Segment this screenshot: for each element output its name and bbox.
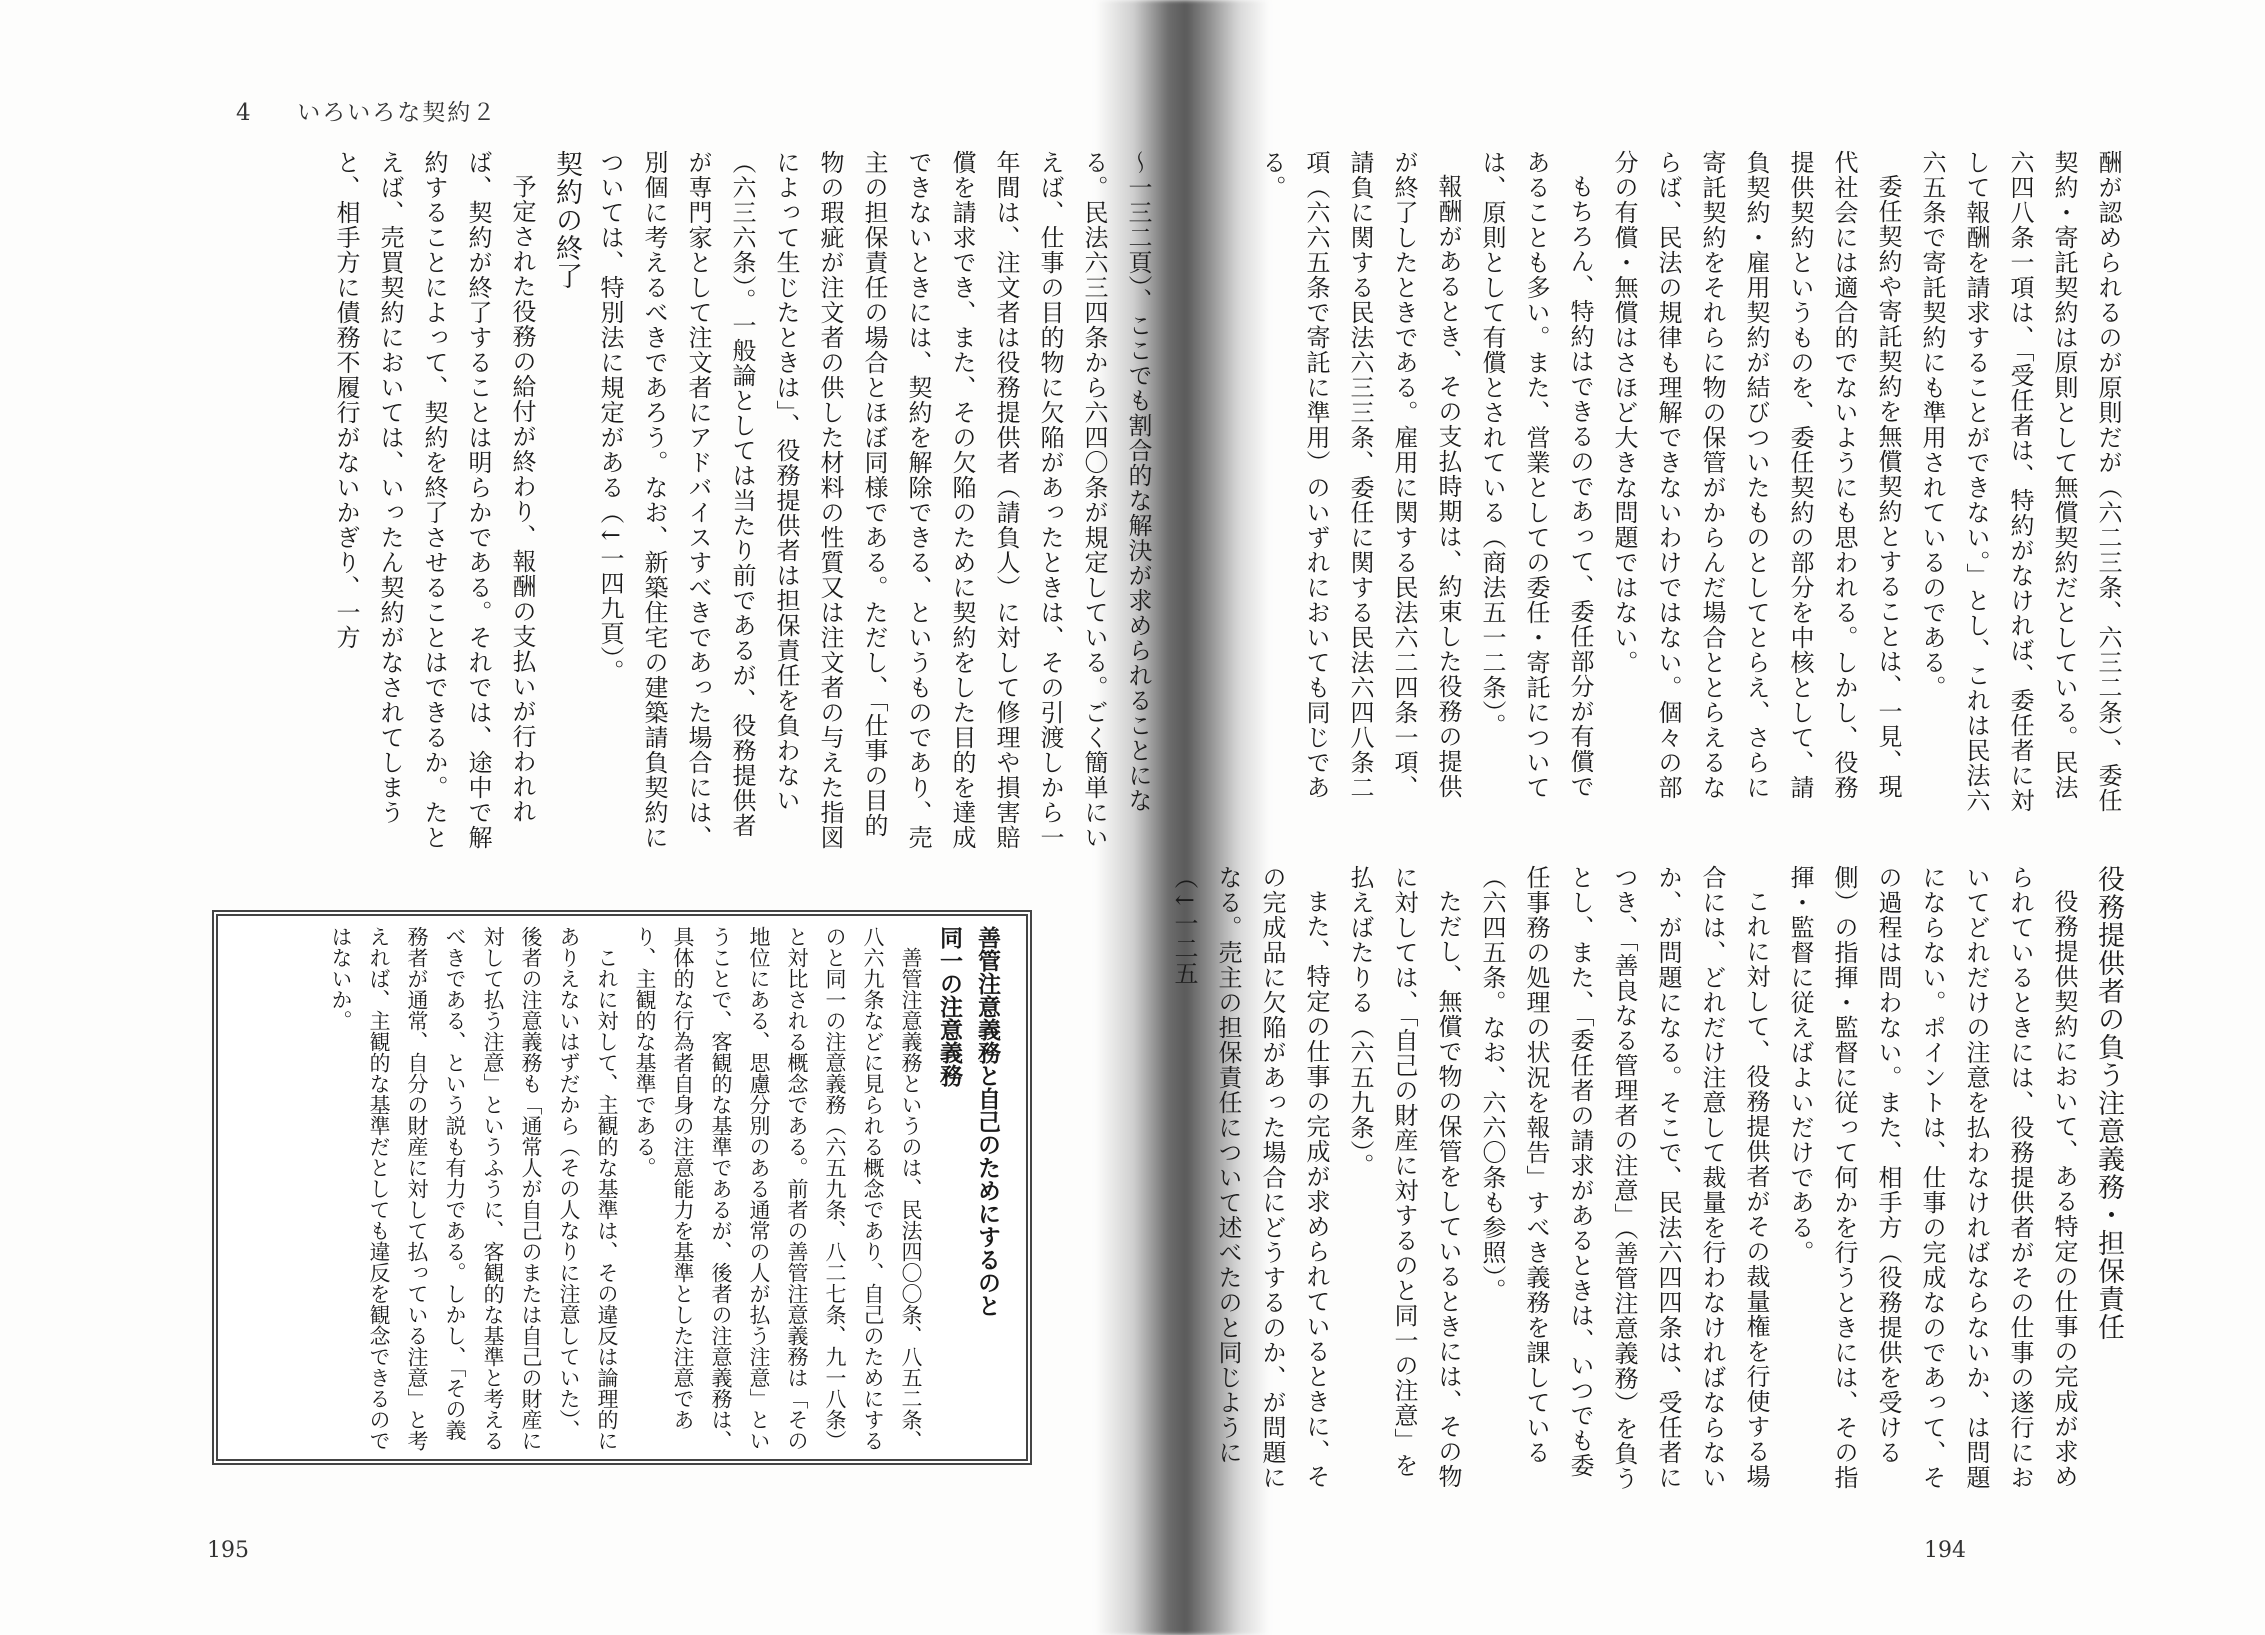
chapter-title: いろいろな契約２ bbox=[297, 100, 498, 126]
running-header bbox=[236, 94, 497, 127]
right-page-lower-body bbox=[1170, 865, 2130, 1495]
page-number-left: 195 bbox=[207, 1538, 249, 1563]
body-paragraph: もちろん、特約はできるのであって、委任部分が有償であることも多い。また、営業としての委任・寄託については、原則として有償とされている（商法五一二条）。 bbox=[1478, 150, 1594, 800]
column-box bbox=[212, 910, 1032, 1465]
body-paragraph: 予定された役務の給付が終わり、報酬の支払いが行われれば、契約が終了することは明らかである。それでは、途中で解約することによって、契約を終了させることはできるか。たとえば、売買契約においては、いったん契約がなされてしまうと、相手方に債務不履行がないかぎり、一方 bbox=[332, 150, 536, 850]
body-paragraph: ただし、無償で物の保管をしているときには、その物に対しては、「自己の財産に対するのと同一の注意」を払えばたりる（六五九条）。 bbox=[1346, 865, 1462, 1489]
body-paragraph: 報酬があるとき、その支払時期は、約束した役務の提供が終了したときである。雇用に関する民法六二四条一項、請負に関する民法六三三条、委任に関する民法六四八条二項（六六五条で寄託に準用）のいずれにおいても同じである。 bbox=[1258, 150, 1462, 800]
column-paragraph: これに対して、主観的な基準は、その違反は論理的にありえないはずだから（その人なりに注意していた）、後者の注意義務も「通常人が自己のまたは自己の財産に対して払う注意」というふうに、客観的な基準と考えるべきである、という説も有力である。しかし、「その義務者が通常、自分の財産に対して払っている注意」と考えれば、主観的な基準だとしても違反を観念できるのではないか。 bbox=[329, 926, 619, 1451]
body-paragraph: 酬が認められるのが原則だが（六二三条、六三二条）、委任契約・寄託契約は原則として無償契約だとしている。民法六四八条一項は、「受任者は、特約がなければ、委任者に対して報酬を請求することができない。」とし、これは民法六六五条で寄託契約にも準用されているのである。 bbox=[1918, 150, 2122, 813]
column-paragraph: 善管注意義務というのは、民法四〇〇条、八五二条、八六九条などに見られる概念であり、自己のためにするのと同一の注意義務（六五九条、八二七条、九一八条）と対比される概念である。前者の善管注意義務は「その地位にある、思慮分別のある通常の人が払う注意」ということで、客観的な基準であるが、後者の注意義務は、具体的な行為者自身の注意能力を基準とした注意であり、主観的な基準である。 bbox=[633, 926, 923, 1451]
column-text bbox=[322, 926, 1006, 1456]
chapter-number: 4 bbox=[236, 100, 253, 126]
section-heading-termination: 契約の終了 bbox=[551, 150, 582, 290]
body-paragraph: ～一三二頁）、ここでも割合的な解決が求められることになる。民法六三四条から六四〇条が規定している。ごく簡単にいえば、仕事の目的物に欠陥があったときは、その引渡しから一年間は、注文者は役務提供者（請負人）に対して修理や損害賠償を請求でき、また、その欠陥のために契約をした目的を達成できないときには、契約を解除できる、というものであり、売主の担保責任の場合とほぼ同様である。ただし、「仕事の目的物の瑕疵が注文者の供した材料の性質又は注文者の与えた指図によって生じたときは」、役務提供者は担保責任を負わない（六三六条）。一般論としては当たり前であるが、役務提供者が専門家として注文者にアドバイスすべきであった場合には、別個に考えるべきであろう。なお、新築住宅の建築請負契約については、特別法に規定がある（↓一四九頁）。 bbox=[596, 150, 1152, 850]
right-page-upper-body bbox=[1258, 150, 2130, 820]
column-title-line2: 同一の注意義務 bbox=[936, 926, 962, 1087]
page-number-right: 194 bbox=[1924, 1538, 1966, 1563]
left-page-body bbox=[200, 150, 1160, 860]
column-title-line1: 善管注意義務と自己のためにするのと bbox=[974, 926, 1000, 1317]
body-paragraph: 役務提供契約において、ある特定の仕事の完成が求められているときには、役務提供者がその仕事の遂行においてどれだけの注意を払わなければならないか、は問題にならない。ポイントは、仕事の完成なのであって、その過程は問わない。また、相手方（役務提供を受ける側）の指揮・監督に従って何かを行うときには、その指揮・監督に従えばよいだけである。 bbox=[1786, 865, 2078, 1490]
body-paragraph: また、特定の仕事の完成が求められているときに、その完成品に欠陥があった場合にどうするのか、が問題になる。売主の担保責任について述べたのと同じように（↓一二五 bbox=[1170, 865, 1330, 1490]
body-paragraph: これに対して、役務提供者がその裁量権を行使する場合には、どれだけ注意して裁量を行わなければならないか、が問題になる。そこで、民法六四四条は、受任者につき、「善良なる管理者の注意」（善管注意義務）を負うとし、また、「委任者の請求があるときは、いつでも委任事務の処理の状況を報告」すべき義務を課している（六四五条。なお、六六〇条も参照）。 bbox=[1478, 865, 1770, 1491]
body-paragraph: 委任契約や寄託契約を無償契約とすることは、一見、現代社会には適合的でないようにも思われる。しかし、役務提供契約というものを、委任契約の部分を中核として、請負契約・雇用契約が結びついたものとしてとらえ、さらに寄託契約をそれらに物の保管がからんだ場合ととらえるならば、民法の規律も理解できないわけではない。個々の部分の有償・無償はさほど大きな問題ではない。 bbox=[1610, 150, 1902, 800]
section-heading-duty-of-care: 役務提供者の負う注意義務・担保責任 bbox=[2093, 865, 2124, 1341]
